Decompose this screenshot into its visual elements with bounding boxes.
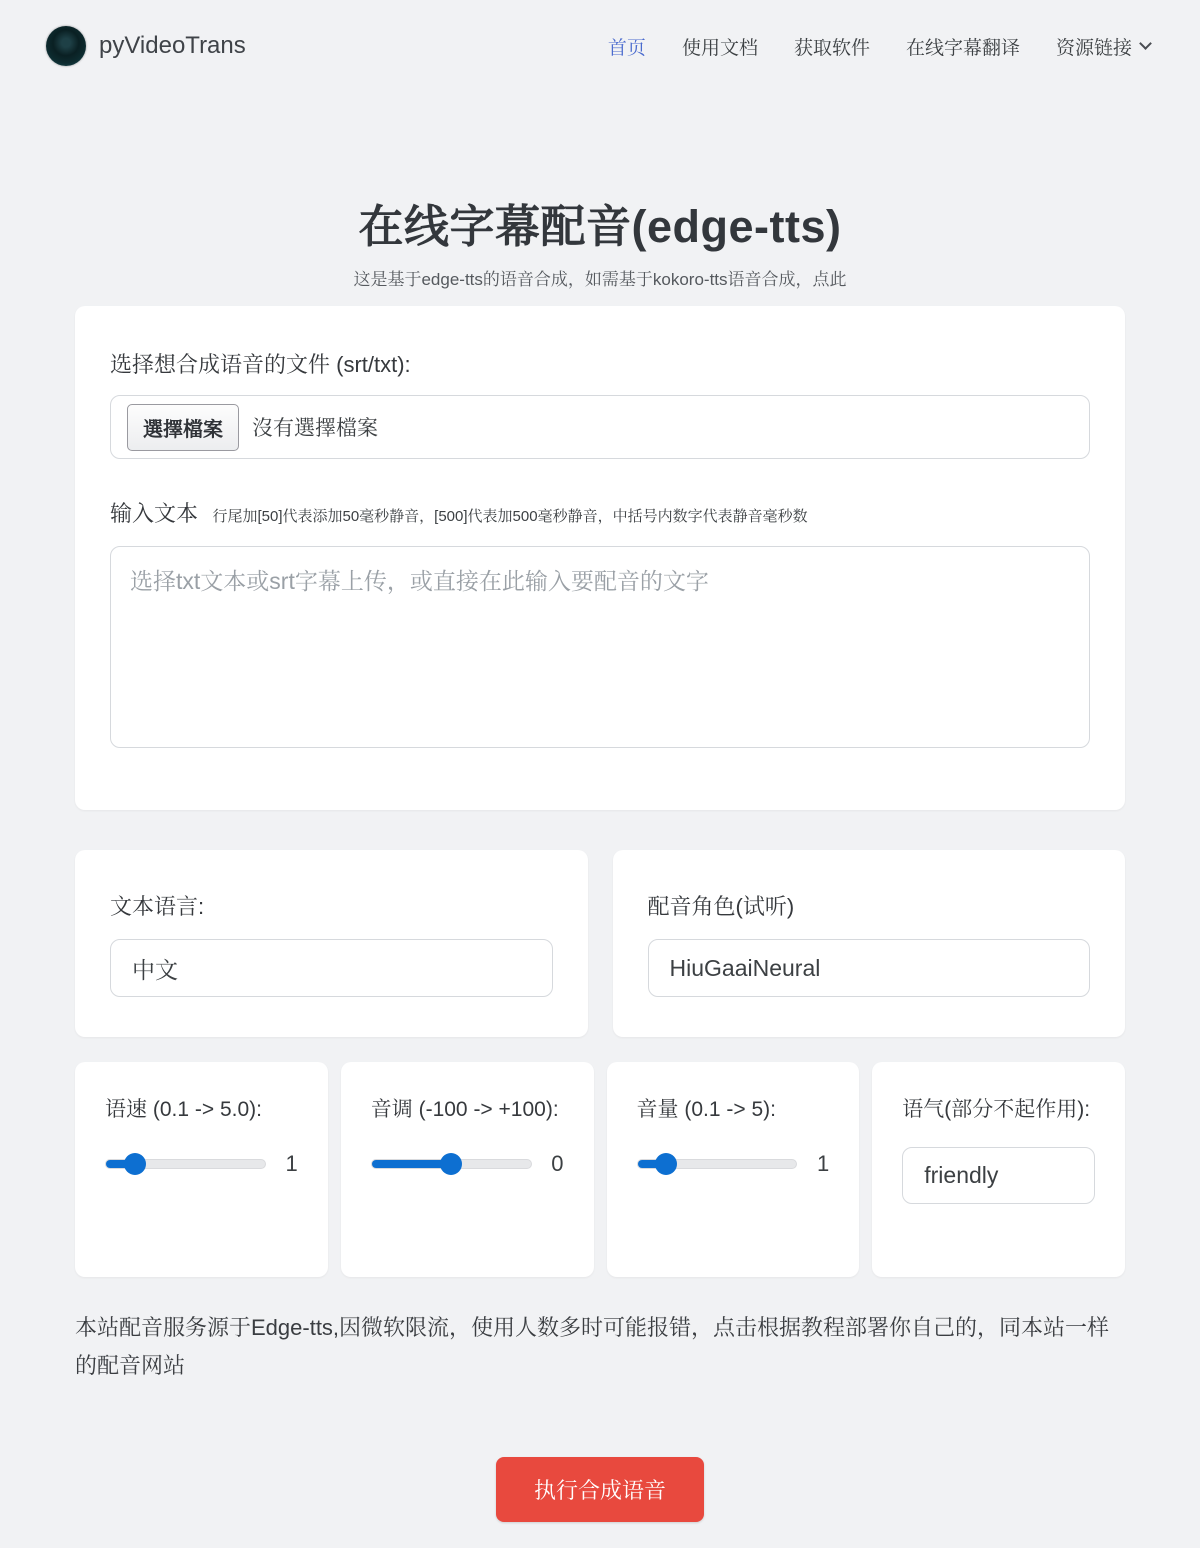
tone-select[interactable]	[902, 1147, 1095, 1204]
tone-label: 语气(部分不起作用):	[902, 1098, 1091, 1121]
settings-row	[75, 1062, 1125, 1277]
rate-label: 语速 (0.1 -> 5.0):	[105, 1098, 262, 1121]
tone-select-value: friendly	[924, 1161, 999, 1188]
nav-item-get-software[interactable]	[794, 33, 870, 60]
language-voice-row	[75, 850, 1125, 1037]
volume-card	[607, 1062, 860, 1277]
voice-label: 配音角色(试听)	[647, 894, 795, 919]
nav-item-docs-label: 使用文档	[681, 37, 758, 59]
service-note: 本站配音服务源于Edge-tts,因微软限流，使用人数多时可能报错，点击根据教程部署你自己的，同本站一样的配音网站	[75, 1315, 1110, 1378]
pitch-slider	[371, 1151, 564, 1177]
nav-item-docs[interactable]	[682, 33, 758, 60]
top-header	[0, 0, 1200, 74]
submit-area	[75, 1457, 1125, 1548]
nav-item-get-software-label: 获取软件	[793, 37, 870, 59]
language-card	[75, 850, 588, 1037]
page-subtitle	[75, 265, 1125, 290]
language-select[interactable]	[110, 939, 553, 997]
chevron-down-icon	[1139, 37, 1152, 50]
volume-slider-thumb[interactable]	[655, 1153, 677, 1175]
hero	[75, 190, 1125, 290]
subtitle-text: 这是基于edge-tts的语音合成，如需基于kokoro-tts语音合成，	[353, 270, 813, 289]
language-label: 文本语言:	[110, 894, 205, 919]
no-file-text: 沒有選擇檔案	[252, 417, 378, 440]
file-field-label: 选择想合成语音的文件 (srt/txt):	[110, 352, 411, 377]
rate-card	[75, 1062, 328, 1277]
brand[interactable]	[46, 26, 246, 66]
rate-slider-track[interactable]	[105, 1159, 266, 1169]
kokoro-tts-link[interactable]: 点此	[812, 270, 847, 289]
nav-item-resources[interactable]	[1056, 33, 1150, 60]
dubbing-text-input[interactable]	[110, 546, 1090, 748]
main-content	[75, 190, 1125, 1548]
voice-select-value: HiuGaaiNeural	[669, 954, 821, 981]
nav-item-home[interactable]	[608, 33, 646, 60]
voice-select[interactable]	[648, 939, 1091, 997]
tone-card	[872, 1062, 1125, 1277]
file-input[interactable]	[110, 395, 1090, 459]
pitch-slider-thumb[interactable]	[440, 1153, 462, 1175]
volume-value: 1	[817, 1150, 830, 1176]
pitch-card	[341, 1062, 594, 1277]
nav-item-home-label: 首页	[607, 37, 646, 59]
volume-slider	[637, 1151, 830, 1177]
text-field-label: 输入文本	[110, 501, 199, 526]
pitch-value: 0	[551, 1150, 564, 1176]
nav-item-subtitle-translate-label: 在线字幕翻译	[905, 37, 1020, 59]
pitch-slider-track[interactable]	[371, 1159, 532, 1169]
rate-value: 1	[285, 1150, 298, 1176]
language-select-value: 中文	[132, 956, 178, 983]
text-field-label-row	[110, 497, 1090, 528]
main-nav	[608, 33, 1150, 60]
nav-item-subtitle-translate[interactable]	[906, 33, 1020, 60]
text-field-hint: 行尾加[50]代表添加50毫秒静音，[500]代表加500毫秒静音，中括号内数字代表静音毫秒数	[212, 508, 808, 525]
synthesize-button[interactable]: 执行合成语音	[496, 1457, 704, 1522]
input-card	[75, 306, 1125, 810]
app-logo-icon	[46, 26, 86, 66]
volume-label: 音量 (0.1 -> 5):	[636, 1098, 776, 1121]
rate-slider-thumb[interactable]	[124, 1153, 146, 1175]
voice-card	[613, 850, 1126, 1037]
page-title: 在线字幕配音(edge-tts)	[358, 201, 842, 252]
choose-file-button[interactable]: 選擇檔案	[127, 404, 239, 451]
brand-name: pyVideoTrans	[99, 32, 246, 59]
pitch-label: 音调 (-100 -> +100):	[370, 1098, 559, 1121]
nav-item-resources-label: 资源链接	[1055, 37, 1132, 59]
rate-slider	[105, 1151, 298, 1177]
volume-slider-track[interactable]	[637, 1159, 798, 1169]
